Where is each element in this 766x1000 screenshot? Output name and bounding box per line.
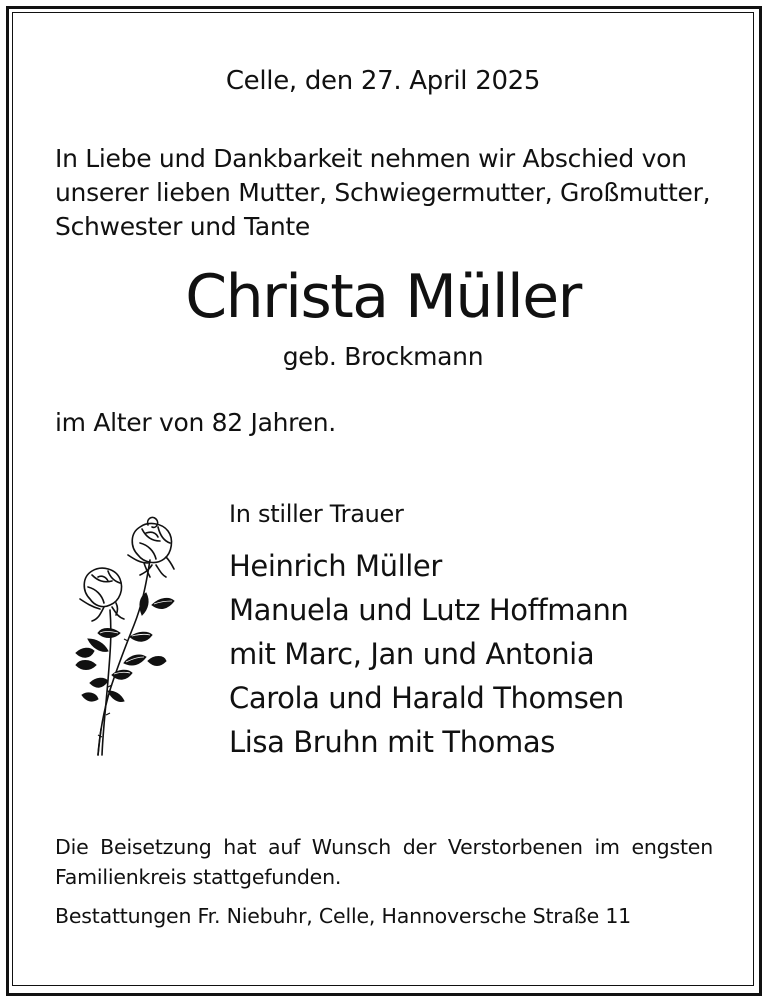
mourner-name: mit Marc, Jan und Antonia (229, 637, 595, 671)
maiden-name: geb. Brockmann (282, 342, 484, 371)
date-line: Celle, den 27. April 2025 (225, 66, 541, 96)
rose-icon (68, 515, 188, 760)
mourner-name: Manuela und Lutz Hoffmann (229, 593, 629, 627)
mourner-name: Heinrich Müller (229, 549, 442, 583)
mourners-list (229, 544, 628, 764)
mourner-name: Lisa Bruhn mit Thomas (229, 725, 555, 759)
intro-line: Schwester und Tante (55, 212, 311, 241)
age-line: im Alter von 82 Jahren. (55, 408, 336, 437)
undertaker-line: Bestattungen Fr. Niebuhr, Celle, Hannoversche Straße 11 (55, 904, 632, 928)
burial-line: Die Beisetzung hat auf Wunsch der Verstorbenen im engsten (55, 835, 713, 859)
intro-line: In Liebe und Dankbarkeit nehmen wir Abschied von (55, 144, 687, 173)
burial-notice (55, 832, 713, 892)
mourner-name: Carola und Harald Thomsen (229, 681, 624, 715)
intro-text (55, 142, 725, 244)
deceased-name: Christa Müller (185, 262, 581, 332)
intro-line: unserer lieben Mutter, Schwiegermutter, Großmutter, (55, 178, 711, 207)
burial-line: Familienkreis stattgefunden. (55, 865, 342, 889)
mourning-label: In stiller Trauer (229, 500, 404, 528)
